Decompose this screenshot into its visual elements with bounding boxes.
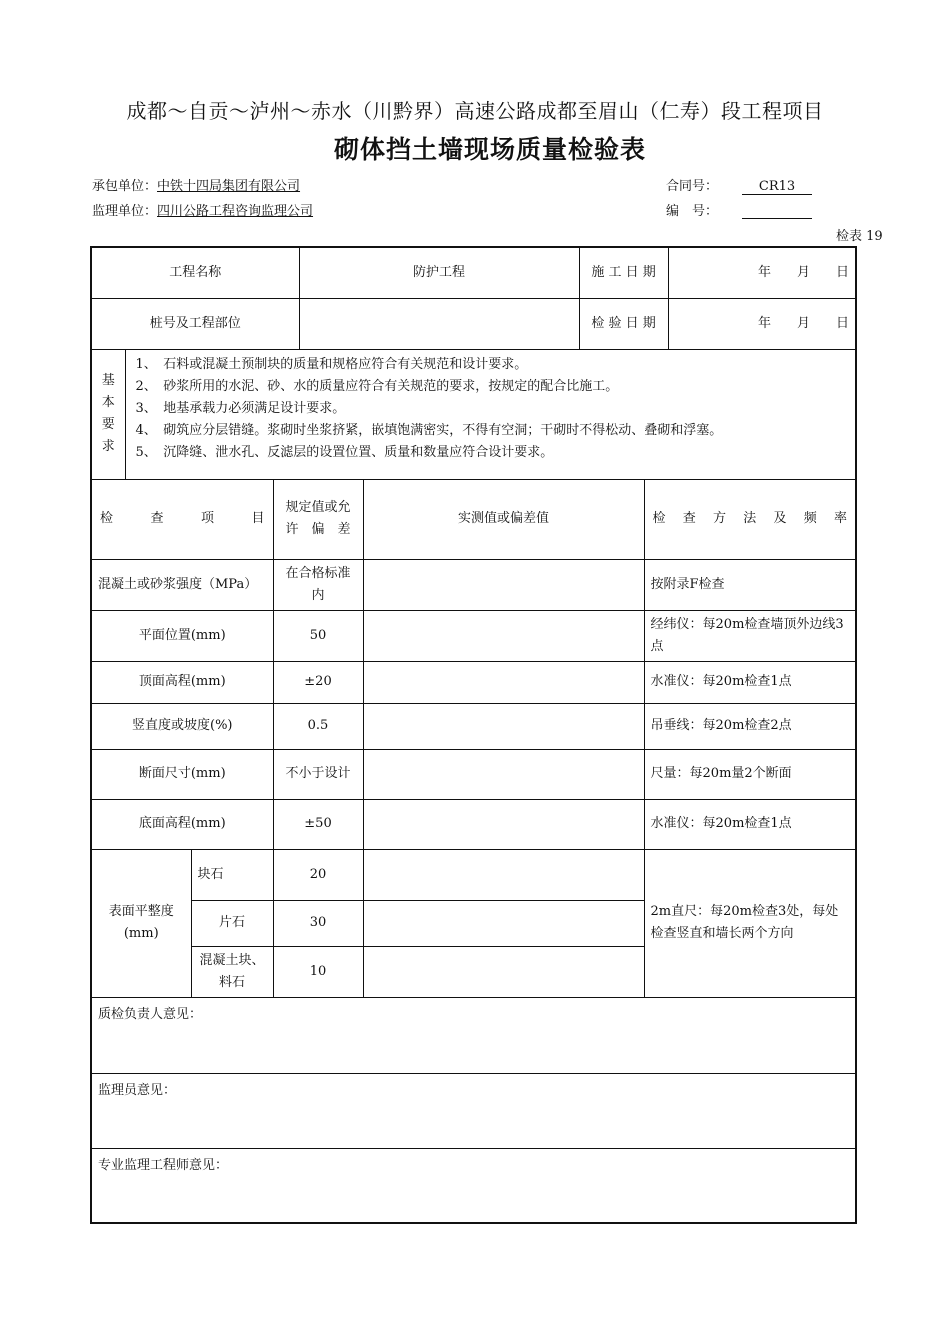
flatness-sub-measured[interactable] <box>363 849 644 900</box>
check-method: 按附录F检查 <box>644 559 856 610</box>
req-label-char: 本 <box>101 395 115 410</box>
check-measured[interactable] <box>363 799 644 849</box>
requirement-item: 5、 沉降缝、泄水孔、反滤层的设置位置、质量和数量应符合设计要求。 <box>135 444 554 460</box>
check-method: 经纬仪：每20m检查墙顶外边线3点 <box>644 610 856 661</box>
requirement-item: 3、 地基承载力必须满足设计要求。 <box>135 400 346 416</box>
inspection-date-label: 检 验 日 期 <box>579 298 668 349</box>
flatness-sub-spec: 30 <box>273 900 363 946</box>
flatness-sub-measured[interactable] <box>363 900 644 946</box>
flatness-sub-name: 混凝土块、料石 <box>191 946 273 997</box>
table-row <box>91 799 856 849</box>
flatness-sub-spec: 10 <box>273 946 363 997</box>
flatness-method: 2m直尺：每20m检查3处，每处检查竖直和墙长两个方向 <box>644 849 856 997</box>
form-title: 砌体挡土墙现场质量检验表 <box>333 135 646 164</box>
check-item: 底面高程(mm) <box>91 799 273 849</box>
spec-header-line: 许 偏 差 <box>285 522 351 537</box>
check-item: 混凝土或砂浆强度（MPa） <box>91 559 273 610</box>
check-measured[interactable] <box>363 703 644 749</box>
check-measured[interactable] <box>363 749 644 799</box>
check-item: 平面位置(mm) <box>91 610 273 661</box>
inspection-date-value[interactable]: 年 月 日 <box>668 298 856 349</box>
check-measured[interactable] <box>363 559 644 610</box>
check-method: 水准仪：每20m检查1点 <box>644 661 856 703</box>
flatness-label-line: 表面平整度 <box>108 904 174 919</box>
check-method: 吊垂线：每20m检查2点 <box>644 703 856 749</box>
check-measured[interactable] <box>363 661 644 703</box>
serial-no-value <box>742 202 812 219</box>
supervisor-value: 四川公路工程咨询监理公司 <box>157 204 314 219</box>
flatness-sub-name: 片石 <box>191 900 273 946</box>
serial-no-line <box>666 200 812 219</box>
header-char: 项 <box>200 511 214 526</box>
construction-date-value[interactable]: 年 月 日 <box>668 247 856 298</box>
table-row <box>91 610 856 661</box>
check-spec: ±20 <box>273 661 363 703</box>
engineer-opinion[interactable]: 专业监理工程师意见： <box>91 1148 856 1223</box>
station-label: 桩号及工程部位 <box>91 298 299 349</box>
requirement-item: 1、 石料或混凝土预制块的质量和规格应符合有关规范和设计要求。 <box>135 356 528 372</box>
check-item: 顶面高程(mm) <box>91 661 273 703</box>
requirements-list <box>125 349 856 479</box>
contractor-label: 承包单位： <box>92 179 158 194</box>
header-char: 检 <box>100 511 114 526</box>
flatness-label-line: (mm) <box>123 926 159 941</box>
header-char: 法 <box>743 511 757 526</box>
spec-header-line: 规定值或允 <box>285 500 351 515</box>
table-row <box>91 749 856 799</box>
req-label-char: 基 <box>101 373 115 388</box>
check-spec: 不小于设计 <box>273 749 363 799</box>
col-header-spec <box>273 479 363 559</box>
check-method: 尺量：每20m量2个断面 <box>644 749 856 799</box>
table-row <box>91 849 856 900</box>
check-item: 断面尺寸(mm) <box>91 749 273 799</box>
station-value[interactable] <box>299 298 579 349</box>
form-code: 检表 19 <box>836 229 883 244</box>
requirements-label <box>91 349 125 479</box>
check-spec: ±50 <box>273 799 363 849</box>
req-label-char: 求 <box>101 439 115 454</box>
header-char: 方 <box>713 511 727 526</box>
flatness-sub-name: 块石 <box>191 849 273 900</box>
col-header-item <box>91 479 273 559</box>
table-row <box>91 703 856 749</box>
header-char: 率 <box>833 511 847 526</box>
table-row <box>91 661 856 703</box>
check-item: 竖直度或坡度(%) <box>91 703 273 749</box>
inspection-table <box>90 246 857 1224</box>
header-char: 查 <box>682 511 696 526</box>
contract-no-value: CR13 <box>742 179 812 195</box>
header-char: 检 <box>652 511 666 526</box>
req-label-char: 要 <box>101 417 115 432</box>
flatness-sub-measured[interactable] <box>363 946 644 997</box>
contract-no-label: 合同号： <box>666 179 719 194</box>
supervisor-opinion[interactable]: 监理员意见： <box>91 1073 856 1148</box>
quality-opinion[interactable]: 质检负责人意见： <box>91 997 856 1073</box>
check-spec: 在合格标准内 <box>273 559 363 610</box>
check-spec: 0.5 <box>273 703 363 749</box>
construction-date-label: 施 工 日 期 <box>579 247 668 298</box>
serial-no-label: 编 号： <box>666 204 719 219</box>
supervisor-label: 监理单位： <box>92 204 158 219</box>
col-header-measured: 实测值或偏差值 <box>363 479 644 559</box>
contractor-line <box>92 175 300 194</box>
requirement-item: 2、 砂浆所用的水泥、砂、水的质量应符合有关规范的要求，按规定的配合比施工。 <box>135 378 619 394</box>
col-header-method <box>644 479 856 559</box>
table-row <box>91 559 856 610</box>
header-char: 频 <box>803 511 817 526</box>
header-char: 及 <box>773 511 787 526</box>
requirement-item: 4、 砌筑应分层错缝。浆砌时坐浆挤紧，嵌填饱满密实，不得有空洞；干砌时不得松动、叠砌和浮塞。 <box>135 422 723 438</box>
check-spec: 50 <box>273 610 363 661</box>
check-measured[interactable] <box>363 610 644 661</box>
supervisor-line <box>92 200 313 219</box>
header-char: 查 <box>150 511 164 526</box>
flatness-sub-spec: 20 <box>273 849 363 900</box>
project-name-value[interactable]: 防护工程 <box>299 247 579 298</box>
header-char: 目 <box>251 511 265 526</box>
project-name-label: 工程名称 <box>91 247 299 298</box>
project-name: 成都～自贡～泸州～赤水（川黔界）高速公路成都至眉山（仁寿）段工程项目 <box>126 99 824 123</box>
contract-no-line <box>666 175 812 195</box>
contractor-value: 中铁十四局集团有限公司 <box>157 179 301 194</box>
flatness-label <box>91 849 191 997</box>
check-method: 水准仪：每20m检查1点 <box>644 799 856 849</box>
